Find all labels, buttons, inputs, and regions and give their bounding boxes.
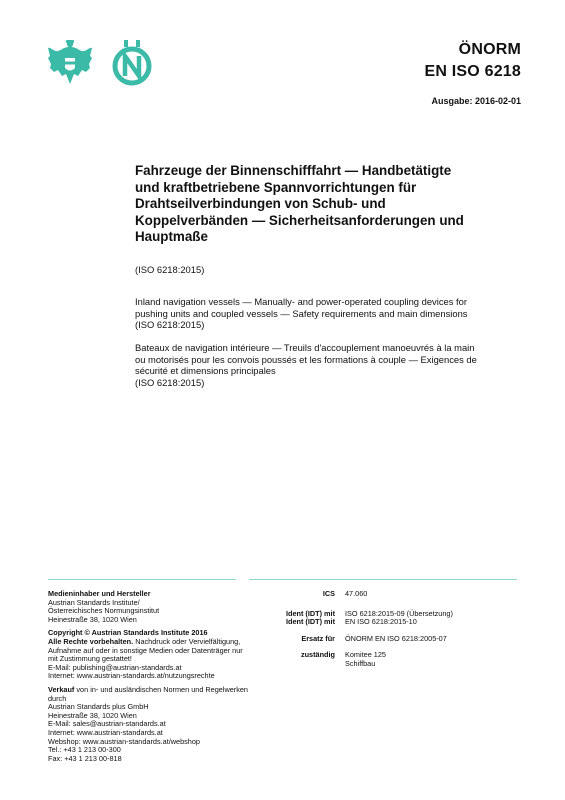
- sales-label: Verkauf: [48, 684, 75, 694]
- responsible-topic: Schiffbau: [345, 658, 376, 668]
- ident-value: EN ISO 6218:2015-10: [345, 617, 417, 627]
- ics-value: 47.060: [345, 589, 368, 598]
- publisher-info: [48, 590, 248, 768]
- ident-row: [249, 610, 519, 627]
- sales-line: Internet: www.austrian-standards.at: [48, 727, 163, 737]
- rights-reserved: Alle Rechte vorbehalten.: [48, 636, 134, 646]
- french-title: [135, 342, 485, 388]
- publisher-line: Austrian Standards Institute/: [48, 597, 140, 607]
- norm-name: ÖNORM: [458, 41, 521, 58]
- metadata-table: [249, 590, 519, 677]
- publisher-line: Österreichisches Normungsinstitut: [48, 606, 160, 616]
- sales-line: E-Mail: sales@austrian-standards.at: [48, 719, 166, 729]
- ics-row: [249, 590, 519, 599]
- copyright-heading: Copyright © Austrian Standards Institute 2016: [48, 628, 208, 638]
- ident-label: Ident (IDT) mit: [285, 608, 335, 618]
- publishing-email: E-Mail: publishing@austrian-standards.at: [48, 662, 182, 672]
- responsible-committee: Komitee 125: [345, 650, 386, 660]
- replaces-row: [249, 635, 519, 644]
- responsible-label: zuständig: [300, 650, 335, 660]
- english-title: [135, 296, 485, 331]
- publisher-line: Heinestraße 38, 1020 Wien: [48, 614, 137, 624]
- french-iso-reference: (ISO 6218:2015): [135, 376, 205, 388]
- edition-date: Ausgabe: 2016-02-01: [431, 96, 521, 106]
- ics-label: ICS: [322, 589, 335, 598]
- sales-line: Heinestraße 38, 1020 Wien: [48, 710, 137, 720]
- replaces-label: Ersatz für: [301, 633, 335, 643]
- sales-line: Austrian Standards plus GmbH: [48, 702, 149, 712]
- austrian-eagle-icon: [48, 40, 92, 84]
- divider-left: [48, 579, 236, 580]
- sales-line: Fax: +43 1 213 00-818: [48, 753, 122, 763]
- english-iso-reference: (ISO 6218:2015): [135, 319, 205, 331]
- ident-value: ISO 6218:2015-09 (Übersetzung): [345, 608, 453, 618]
- responsible-row: [249, 651, 519, 668]
- sales-line: Tel.: +43 1 213 00-300: [48, 745, 121, 755]
- divider-right: [249, 579, 517, 580]
- sales-line: Webshop: www.austrian-standards.at/webshop: [48, 736, 200, 746]
- logo-graphics: [48, 38, 158, 86]
- publisher-heading: Medieninhaber und Hersteller: [48, 589, 151, 598]
- norm-number: EN ISO 6218: [424, 63, 521, 80]
- usage-rights-url: Internet: www.austrian-standards.at/nutzungsrechte: [48, 671, 215, 681]
- sales-text: von in- und ausländischen Normen und Regelwerken durch: [48, 684, 248, 703]
- logos: [48, 38, 158, 86]
- rights-text: Nachdruck oder Vervielfältigung, Aufnahme auf oder in sonstige Medien oder Datenträger nur mit Zustimmung gestattet!: [48, 636, 243, 664]
- document-title: Fahrzeuge der Binnenschifffahrt — Handbetätigte und kraftbetriebene Spannvorrichtungen für Drahtseilverbindungen von Schub- und Koppelverbänden — Sicherheitsanforderungen und Hauptmaße: [135, 163, 464, 245]
- ident-label: Ident (IDT) mit: [285, 617, 335, 627]
- english-title-text: Inland navigation vessels — Manually- and power-operated coupling devices for pushing units and coupled vessels — Safety requirements and main dimensions: [135, 296, 468, 319]
- iso-reference: (ISO 6218:2015): [135, 264, 205, 275]
- french-title-text: Bateaux de navigation intérieure — Treuils d'accouplement manoeuvrés à la main ou motorisés pour les convois poussés et les formations à couple — Exigences de sécurité et dimensions principales: [135, 342, 477, 377]
- oenorm-logo-icon: [115, 40, 149, 83]
- replaces-value: ÖNORM EN ISO 6218:2005-07: [345, 633, 447, 643]
